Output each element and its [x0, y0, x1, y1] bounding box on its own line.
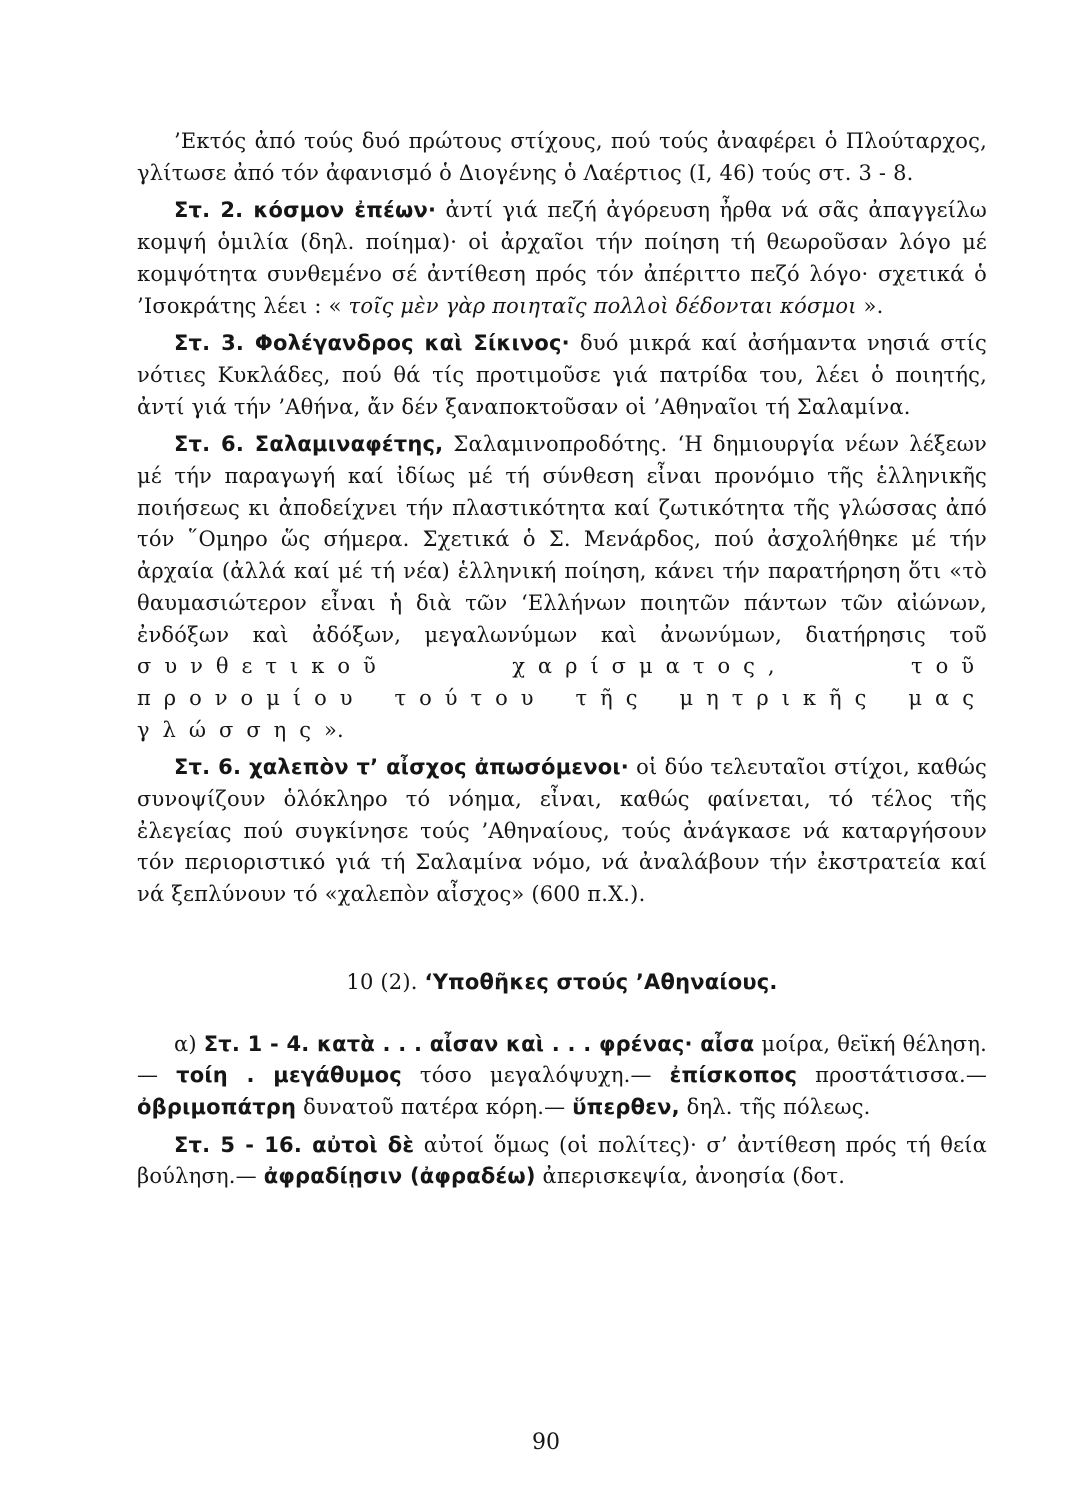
note-a-lemma-3: ἐπίσκοπος [669, 1063, 798, 1088]
note-a-text-5: δηλ. τῆς πόλεως. [679, 1094, 871, 1119]
note-st6a-lemma: Στ. 6. Σαλαμιναφέτης, [174, 432, 444, 457]
note-st5-text-2: ἀπερισκεψία, ἀνοησία (δοτ. [535, 1164, 846, 1189]
note-a-lemma-aisa: αἶσα [692, 1031, 755, 1056]
note-st3-text: δυό μικρά καί ἀσήμαντα νησιά στίς νότιες Κυκλάδες, πού θά τίς προτιμοῦσε γιά πατρίδα του, λέει ὁ ποιητής, ἀντί γιά τήν ’Αθήνα, ἄν δέν ξαναποκτοῦσαν οἱ ’Αθηναῖοι τή Σαλαμίνα. [137, 331, 988, 419]
intro-text: ’Εκτός ἀπό τούς δυό πρώτους στίχους, πού τούς ἀναφέρει ὁ Πλούταρχος, γλίτωσε ἀπό τόν ἀφανισμό ὁ Διογένης ὁ Λαέρτιος (Ι, 46) τούς στ. 3 - 8. [137, 129, 987, 185]
note-a-lemma-5: ὕπερθεν, [572, 1094, 680, 1119]
note-st6b-lemma: Στ. 6. χαλεπὸν τ’ αἶσχος ἀπωσόμενοι· [174, 755, 629, 780]
note-st5-text: αὐτοί ὅμως (οἱ πολίτες)· σ’ ἀντίθεση πρός τή θεία βούληση.— [137, 1132, 987, 1189]
section-number: 10 (2). [346, 969, 418, 994]
note-st6a-end: ». [324, 717, 344, 742]
note-st2-lemma: Στ. 2. κόσμον ἐπέων· [174, 198, 437, 223]
section-title: ‘Υποθῆκες στούς ’Αθηναίους. [424, 969, 778, 994]
note-st2-text: ἀντί γιά πεζή ἀγόρευση ἦρθα νά σᾶς ἀπαγγείλω κομψή ὁμιλία (δηλ. ποίημα)· οἱ ἀρχαῖοι τήν ποίηση τή θεωροῦσαν λόγο μέ κομψότητα συνθεμένο σέ ἀντίθεση πρός τόν ἀπέριττο πεζό λόγο· σχετικά ὁ ’Ισοκράτης λέει : « [137, 198, 987, 318]
note-st3 [137, 328, 987, 423]
note-st5-lemma: Στ. 5 - 16. αὐτοὶ δὲ [174, 1132, 415, 1157]
note-a-lemma-1: Στ. 1 - 4. κατὰ . . . αἶσαν καὶ . . . φρένας· [203, 1031, 693, 1056]
note-a-prefix: α) [174, 1031, 204, 1056]
commentary-text [137, 126, 987, 1193]
note-st6b-text: οἱ δύο τελευταῖοι στίχοι, καθώς συνοψίζουν ὁλόκληρο τό νόημα, εἶναι, καθώς φαίνεται, τό τέλος τῆς ἐλεγείας πού συγκίνησε τούς ’Αθηναίους, τούς ἀνάγκασε νά καταργήσουν τόν περιοριστικό γιά τή Σαλαμίνα νόμο, νά ἀναλάβουν τήν ἐκστρατεία καί νά ξεπλύνουν τό «χαλεπὸν αἶσχος» (600 π.Χ.). [137, 755, 987, 907]
note-a-lemma-4: ὀβριμοπάτρη [137, 1094, 297, 1119]
note-st6a [137, 429, 987, 746]
page-number: 90 [532, 1430, 560, 1455]
note-a-text-2: τόσο μεγαλόψυχη.— [401, 1063, 670, 1088]
note-st5-lemma-2: ἀφραδίῃσιν (ἀφραδέω) [263, 1164, 536, 1189]
note-a-text-3: προστάτισσα.— [797, 1063, 988, 1088]
note-st3-lemma: Στ. 3. Φολέγανδρος καὶ Σίκινος· [174, 331, 570, 356]
note-st2-end: ». [856, 293, 884, 318]
note-a-lemma-2: τοίη . μεγάθυμος [176, 1063, 402, 1088]
note-a [137, 1029, 987, 1124]
note-st6a-text: Σαλαμινοπροδότης. ‘Η δημιουργία νέων λέξεων μέ τήν παραγωγή καί ἰδίως μέ τή σύνθεση εἶναι προνόμιο τῆς ἑλληνικῆς ποιήσεως κι ἀποδείχνει τήν πλαστικότητα καί ζωτικότητα τῆς γλώσσας ἀπό τόν ῞Ομηρο ὥς σήμερα. Σχετικά ὁ Σ. Μενάρδος, πού ἀσχολήθηκε μέ τήν ἀρχαία (ἀλλά καί μέ τή νέα) ἑλληνική ποίηση, κάνει τήν παρατήρηση ὅτι «τὸ θαυμασιώτερον εἶναι ἡ διὰ τῶν ‘Ελλήνων ποιητῶν πάντων τῶν αἰώνων, ἐνδόξων καὶ ἀδόξων, μεγαλωνύμων καὶ ἀνωνύμων, διατήρησις τοῦ [137, 432, 987, 647]
note-a-text-1: μοίρα, θεϊκή θέληση.— [137, 1031, 988, 1088]
note-st6a-spaced-quote: συνθετικοῦ χαρίσματος, τοῦ προνομίου τούτου τῆς μητρικῆς μας γλώσσης [137, 654, 987, 742]
note-a-text-4: δυνατοῦ πατέρα κόρη.— [296, 1094, 573, 1119]
intro-paragraph [137, 126, 987, 189]
note-st6b [137, 752, 987, 911]
note-st2-quote: τοῖς μὲν γὰρ ποιηταῖς πολλοὶ δέδονται κόσμοι [348, 293, 857, 318]
note-st2 [137, 195, 987, 322]
note-st5 [137, 1130, 987, 1193]
section-heading [137, 967, 987, 999]
